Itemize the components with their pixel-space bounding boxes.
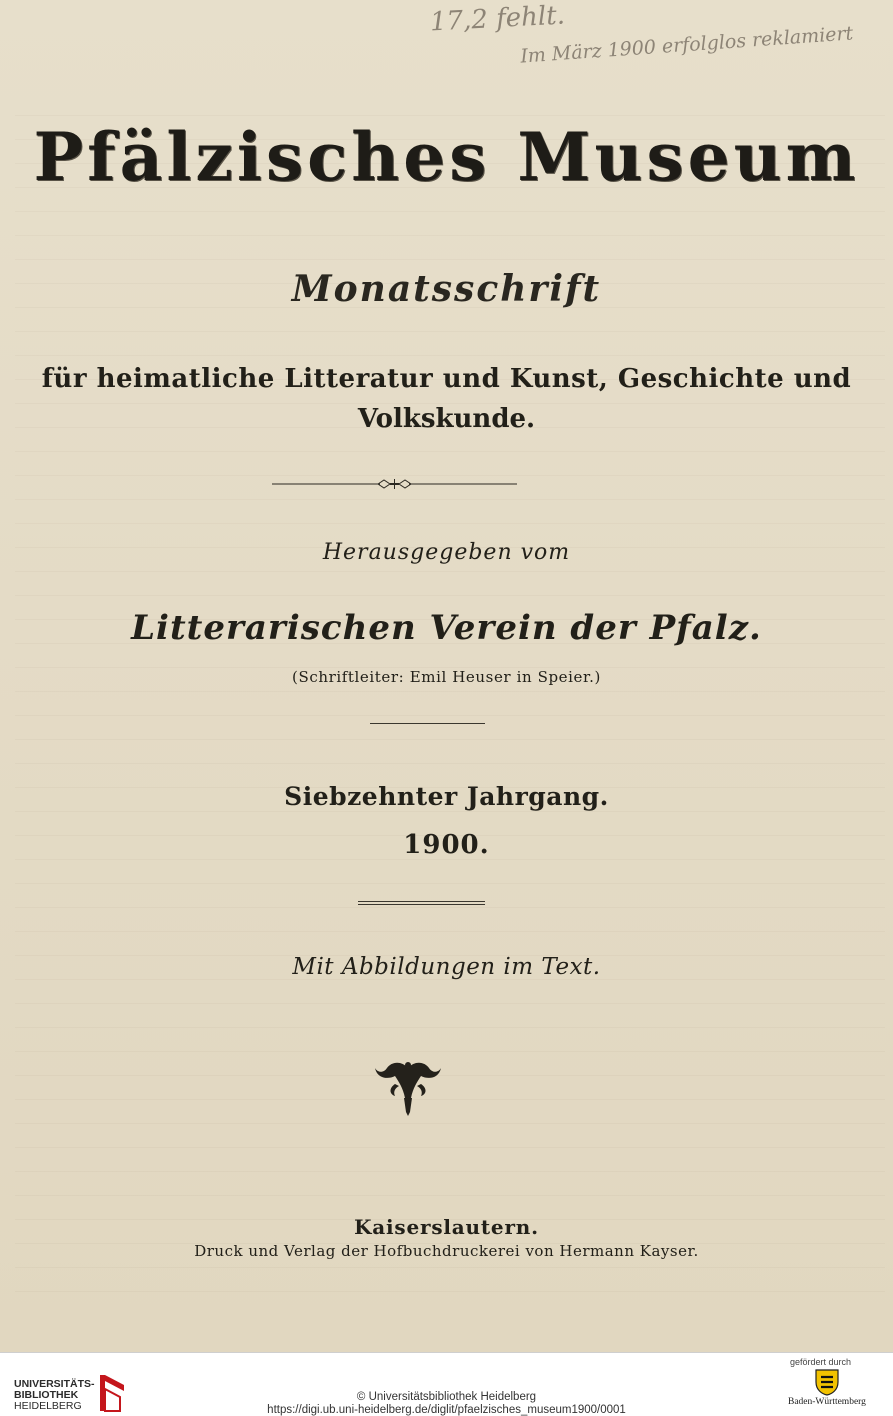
editor-intro: Herausgegeben vom bbox=[322, 540, 571, 565]
description-line-2: Volkskunde. bbox=[357, 404, 536, 434]
library-name-line-3: HEIDELBERG bbox=[14, 1400, 82, 1412]
volume-label: Siebzehnter Jahrgang. bbox=[284, 782, 609, 811]
divider-1 bbox=[370, 723, 485, 724]
bleed-through-line bbox=[15, 1172, 885, 1196]
bleed-through-line bbox=[15, 1268, 885, 1292]
bleed-through-line bbox=[15, 1076, 885, 1100]
description-line-1: für heimatliche Litteratur und Kunst, Geschichte und bbox=[41, 364, 852, 394]
bleed-through-line bbox=[15, 716, 885, 740]
printer-line: Druck und Verlag der Hofbuchdruckerei von Hermann Kayser. bbox=[194, 1242, 699, 1260]
bleed-through-line bbox=[15, 572, 885, 596]
funder-name: Baden-Württemberg bbox=[788, 1397, 866, 1407]
bleed-through-line bbox=[15, 740, 885, 764]
bleed-through-line bbox=[15, 1004, 885, 1028]
illustrations-note: Mit Abbildungen im Text. bbox=[292, 954, 601, 980]
library-name-line-1: UNIVERSITÄTS- bbox=[14, 1378, 95, 1390]
editor-note: (Schriftleiter: Emil Heuser in Speier.) bbox=[292, 668, 601, 686]
bleed-through-line bbox=[15, 980, 885, 1004]
bleed-through-line bbox=[15, 308, 885, 332]
bleed-through-line bbox=[15, 500, 885, 524]
copyright-notice: © Universitätsbibliothek Heidelberg bbox=[356, 1391, 537, 1403]
bleed-through-line bbox=[15, 1100, 885, 1124]
publication-city: Kaiserslautern. bbox=[354, 1215, 539, 1239]
library-name-line-2: BIBLIOTHEK bbox=[14, 1389, 79, 1401]
bleed-through-line bbox=[15, 692, 885, 716]
bleed-through-line bbox=[15, 92, 885, 116]
bleed-through-line bbox=[15, 1124, 885, 1148]
permalink-url[interactable]: https://digi.ub.uni-heidelberg.de/diglit/pfaelzisches_museum1900/0001 bbox=[267, 1404, 626, 1416]
year-label: 1900. bbox=[403, 830, 490, 860]
fleuron-ornament-icon bbox=[373, 1058, 443, 1118]
bleed-through-line bbox=[15, 332, 885, 356]
bleed-through-line bbox=[15, 932, 885, 956]
funded-by-label: gefördert durch bbox=[790, 1357, 852, 1367]
society-name: Litterarischen Verein der Pfalz. bbox=[131, 608, 762, 648]
bleed-through-line bbox=[15, 452, 885, 476]
subtitle: Monatsschrift bbox=[291, 268, 602, 310]
divider-2 bbox=[358, 901, 485, 905]
bleed-through-line bbox=[15, 212, 885, 236]
bleed-through-line bbox=[15, 1052, 885, 1076]
ornamental-rule-icon bbox=[272, 476, 517, 492]
viewer-footer bbox=[0, 1352, 893, 1416]
bleed-through-line bbox=[15, 908, 885, 932]
handwritten-note-1: 17,2 fehlt. bbox=[429, 0, 566, 38]
bleed-through-line bbox=[15, 1028, 885, 1052]
bleed-through-line bbox=[15, 860, 885, 884]
bleed-through-line bbox=[15, 236, 885, 260]
page-title: Pfälzisches Museum bbox=[33, 118, 860, 196]
state-coat-of-arms-icon bbox=[812, 1368, 842, 1396]
handwritten-note-2: Im März 1900 erfolglos reklamiert bbox=[519, 22, 854, 68]
bleed-through-line bbox=[15, 1148, 885, 1172]
